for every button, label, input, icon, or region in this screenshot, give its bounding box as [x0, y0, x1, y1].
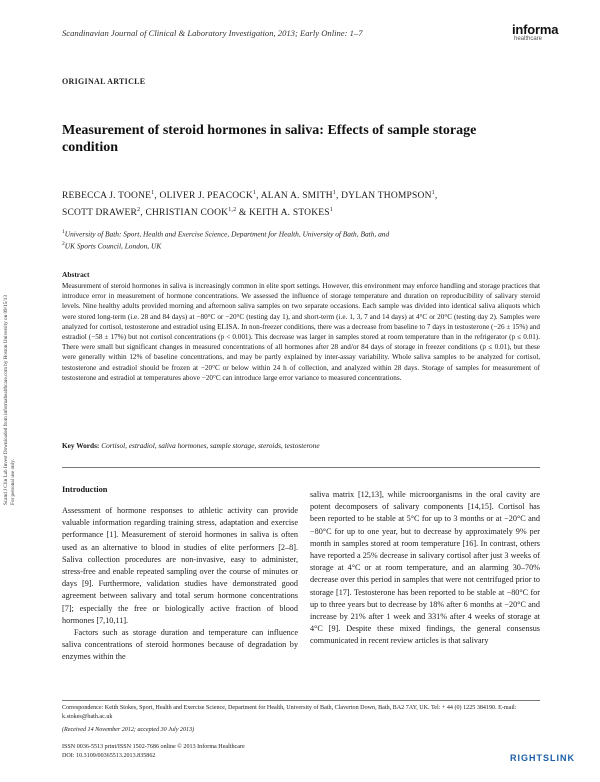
- publisher-logo-text: informa: [512, 22, 559, 37]
- author-affiliation-mark: 1: [329, 207, 333, 214]
- author-name: DYLAN THOMPSON: [341, 191, 432, 202]
- body-paragraph: saliva matrix [12,13], while microorganisms in the oral cavity are potent decomposers of salivary components [14,15]. Cortisol has been reported to be stable at 5°C for up to 3 months or at −20°C and −80°C for up to one year, but to decrease by approximately 9% per month in samples stored at room temperature [16]. In contrast, others have reported a 25% decrease in salivary cortisol after just 3 weeks of storage at 4°C or at room temperature, and an alarming 30–70% decrease over this period in samples that were not centrifuged prior to storage [17]. Testosterone has been reported to be stable at −80°C for up to three years but to decrease by 18% after 6 months at −20°C and increase by 21% after 1 week and 331% after 4 weeks of storage at 4°C [9]. Despite these mixed findings, the general consensus communicated in recent review articles is that salivary: [310, 490, 540, 646]
- author-name: SCOTT DRAWER: [62, 208, 138, 219]
- section-divider: [62, 467, 540, 468]
- author-affiliation-mark: 1: [151, 190, 155, 196]
- correspondence-note: Correspondence: Keith Stokes, Sport, Health and Exercise Science, Department for Health, University of Bath, Claverton Down, Bath, BA2 7AY, UK. Tel: + 44 (0) 1225 384190. E-mail: k.stokes@bath.ac.uk: [62, 705, 517, 720]
- affiliations: [62, 227, 532, 252]
- author-list: REBECCA J. TOONE$^1$, OLIVER J. PEACOCK$^1$, ALAN A. SMITH$^1$, DYLAN THOMPSON$^1$, SCOTT DRAWER$^2$, CHRISTIAN COOK$^{1,2}$ & KEITH A. STOKES$^1$: [62, 190, 438, 219]
- affiliation-line: $^1$University of Bath: Sport, Health and Exercise Science, Department for Health, University of Bath, Bath, and: [62, 229, 390, 239]
- keywords: [62, 441, 540, 450]
- article-title: Measurement of steroid hormones in saliva: Effects of sample storage condition: [62, 123, 477, 155]
- abstract-text: Measurement of steroid hormones in saliva is increasingly common in elite sport settings. However, this environment may enforce handling and storage practices that introduce error in measurement of hormone concentrations. We assessed the influence of storage temperature and duration on reproducibility of salivary steroid levels. Nine healthy adults provided morning and afternoon saliva samples on two separate occasions. Each sample was divided into identical saliva aliquots which were stored long-term (i.e. 28 and 84 days) at −80°C or −20°C (testing day 1), and short-term (i.e. 1, 3, 7 and 14 days) at 4°C or 20°C (testing day 2). Samples were analyzed for cortisol, testosterone and estradiol using ELISA. In non-freezer conditions, there was a decrease from baseline to 7 days in testosterone (−26 ± 15%) and estradiol (−58 ± 17%) but not cortisol concentrations (p < 0.001). This decrease was larger in samples stored at room temperature than in the refrigerator (p ≤ 0.01). There were small but significant changes in measured concentrations of all hormones after 28 and/or 84 days of storage in freezer conditions (p ≤ 0.01), but these were generally within 12% of baseline concentrations, and may be partly explained by inter-assay variability. Whole saliva samples to be analyzed for cortisol, testosterone and estradiol should be frozen at −20°C or below within 24 h of collection, and analyzed within 28 days. Storage of samples for measurement of testosterone and estradiol at temperatures above −20°C can introduce large error variance to measured concentrations.: [62, 282, 540, 382]
- body-paragraph: Factors such as storage duration and temperature can influence saliva concentrations of steroid hormones because of degradation by enzymes within the: [62, 628, 298, 662]
- author-name: OLIVER J. PEACOCK: [159, 191, 253, 202]
- body-column-left: [62, 505, 298, 664]
- download-watermark: Scand J Clin Lab Invest Downloaded from informahealthcare.com by Boston University on 09/15/13 For personal use only.: [3, 295, 16, 505]
- body-paragraph: Assessment of hormone responses to athletic activity can provide valuable information regarding training stress, adaptation and exercise performance [1]. Measurement of steroid hormones in saliva is often used as an alternative to blood in studies of elite performers [2–8]. Saliva collection procedures are non-invasive, easy to administer, stress-free and enable repeated sampling over the course of minutes or days [9]. Furthermore, validation studies have demonstrated good agreement between salivary and total serum hormone concentrations [7]; especially the free or biologically active fraction of blood hormones [7,10,11].: [62, 506, 298, 625]
- abstract-heading: Abstract: [62, 270, 90, 279]
- journal-header: Scandinavian Journal of Clinical & Laboratory Investigation, 2013; Early Online: 1–7: [62, 28, 363, 38]
- footnote-divider: [62, 700, 540, 701]
- keywords-list: Cortisol, estradiol, saliva hormones, sample storage, steroids, testosterone: [101, 441, 320, 450]
- doi-line: DOI: 10.3109/00365513.2013.835862: [62, 752, 156, 759]
- affiliation-line: $^2$UK Sports Council, London, UK: [62, 241, 162, 251]
- issn-line: ISSN 0036-5513 print/ISSN 1502-7686 online © 2013 Informa Healthcare: [62, 744, 245, 750]
- body-column-right: [310, 489, 540, 648]
- section-label: ORIGINAL ARTICLE: [62, 77, 146, 86]
- author-name: REBECCA J. TOONE: [62, 191, 152, 202]
- received-dates: (Received 14 November 2012; accepted 30 July 2013): [62, 727, 195, 733]
- author-name: ALAN A. SMITH: [260, 191, 333, 202]
- author-affiliation-mark: 1,2: [228, 207, 237, 214]
- author-affiliation-mark: 1: [332, 190, 336, 196]
- intro-heading: Introduction: [62, 485, 108, 494]
- author-affiliation-mark: 2: [137, 207, 141, 214]
- publisher-logo: [512, 24, 558, 43]
- author-name: KEITH A. STOKES: [249, 208, 330, 219]
- publisher-logo-sub: healthcare: [514, 36, 543, 42]
- issn-info: [62, 743, 245, 760]
- author-name: CHRISTIAN COOK: [145, 208, 229, 219]
- author-affiliation-mark: 1: [431, 190, 435, 196]
- rightslink-logo[interactable]: RIGHTSLINK: [510, 753, 575, 763]
- keywords-label: Key Words:: [62, 441, 100, 450]
- author-affiliation-mark: 1: [252, 190, 257, 196]
